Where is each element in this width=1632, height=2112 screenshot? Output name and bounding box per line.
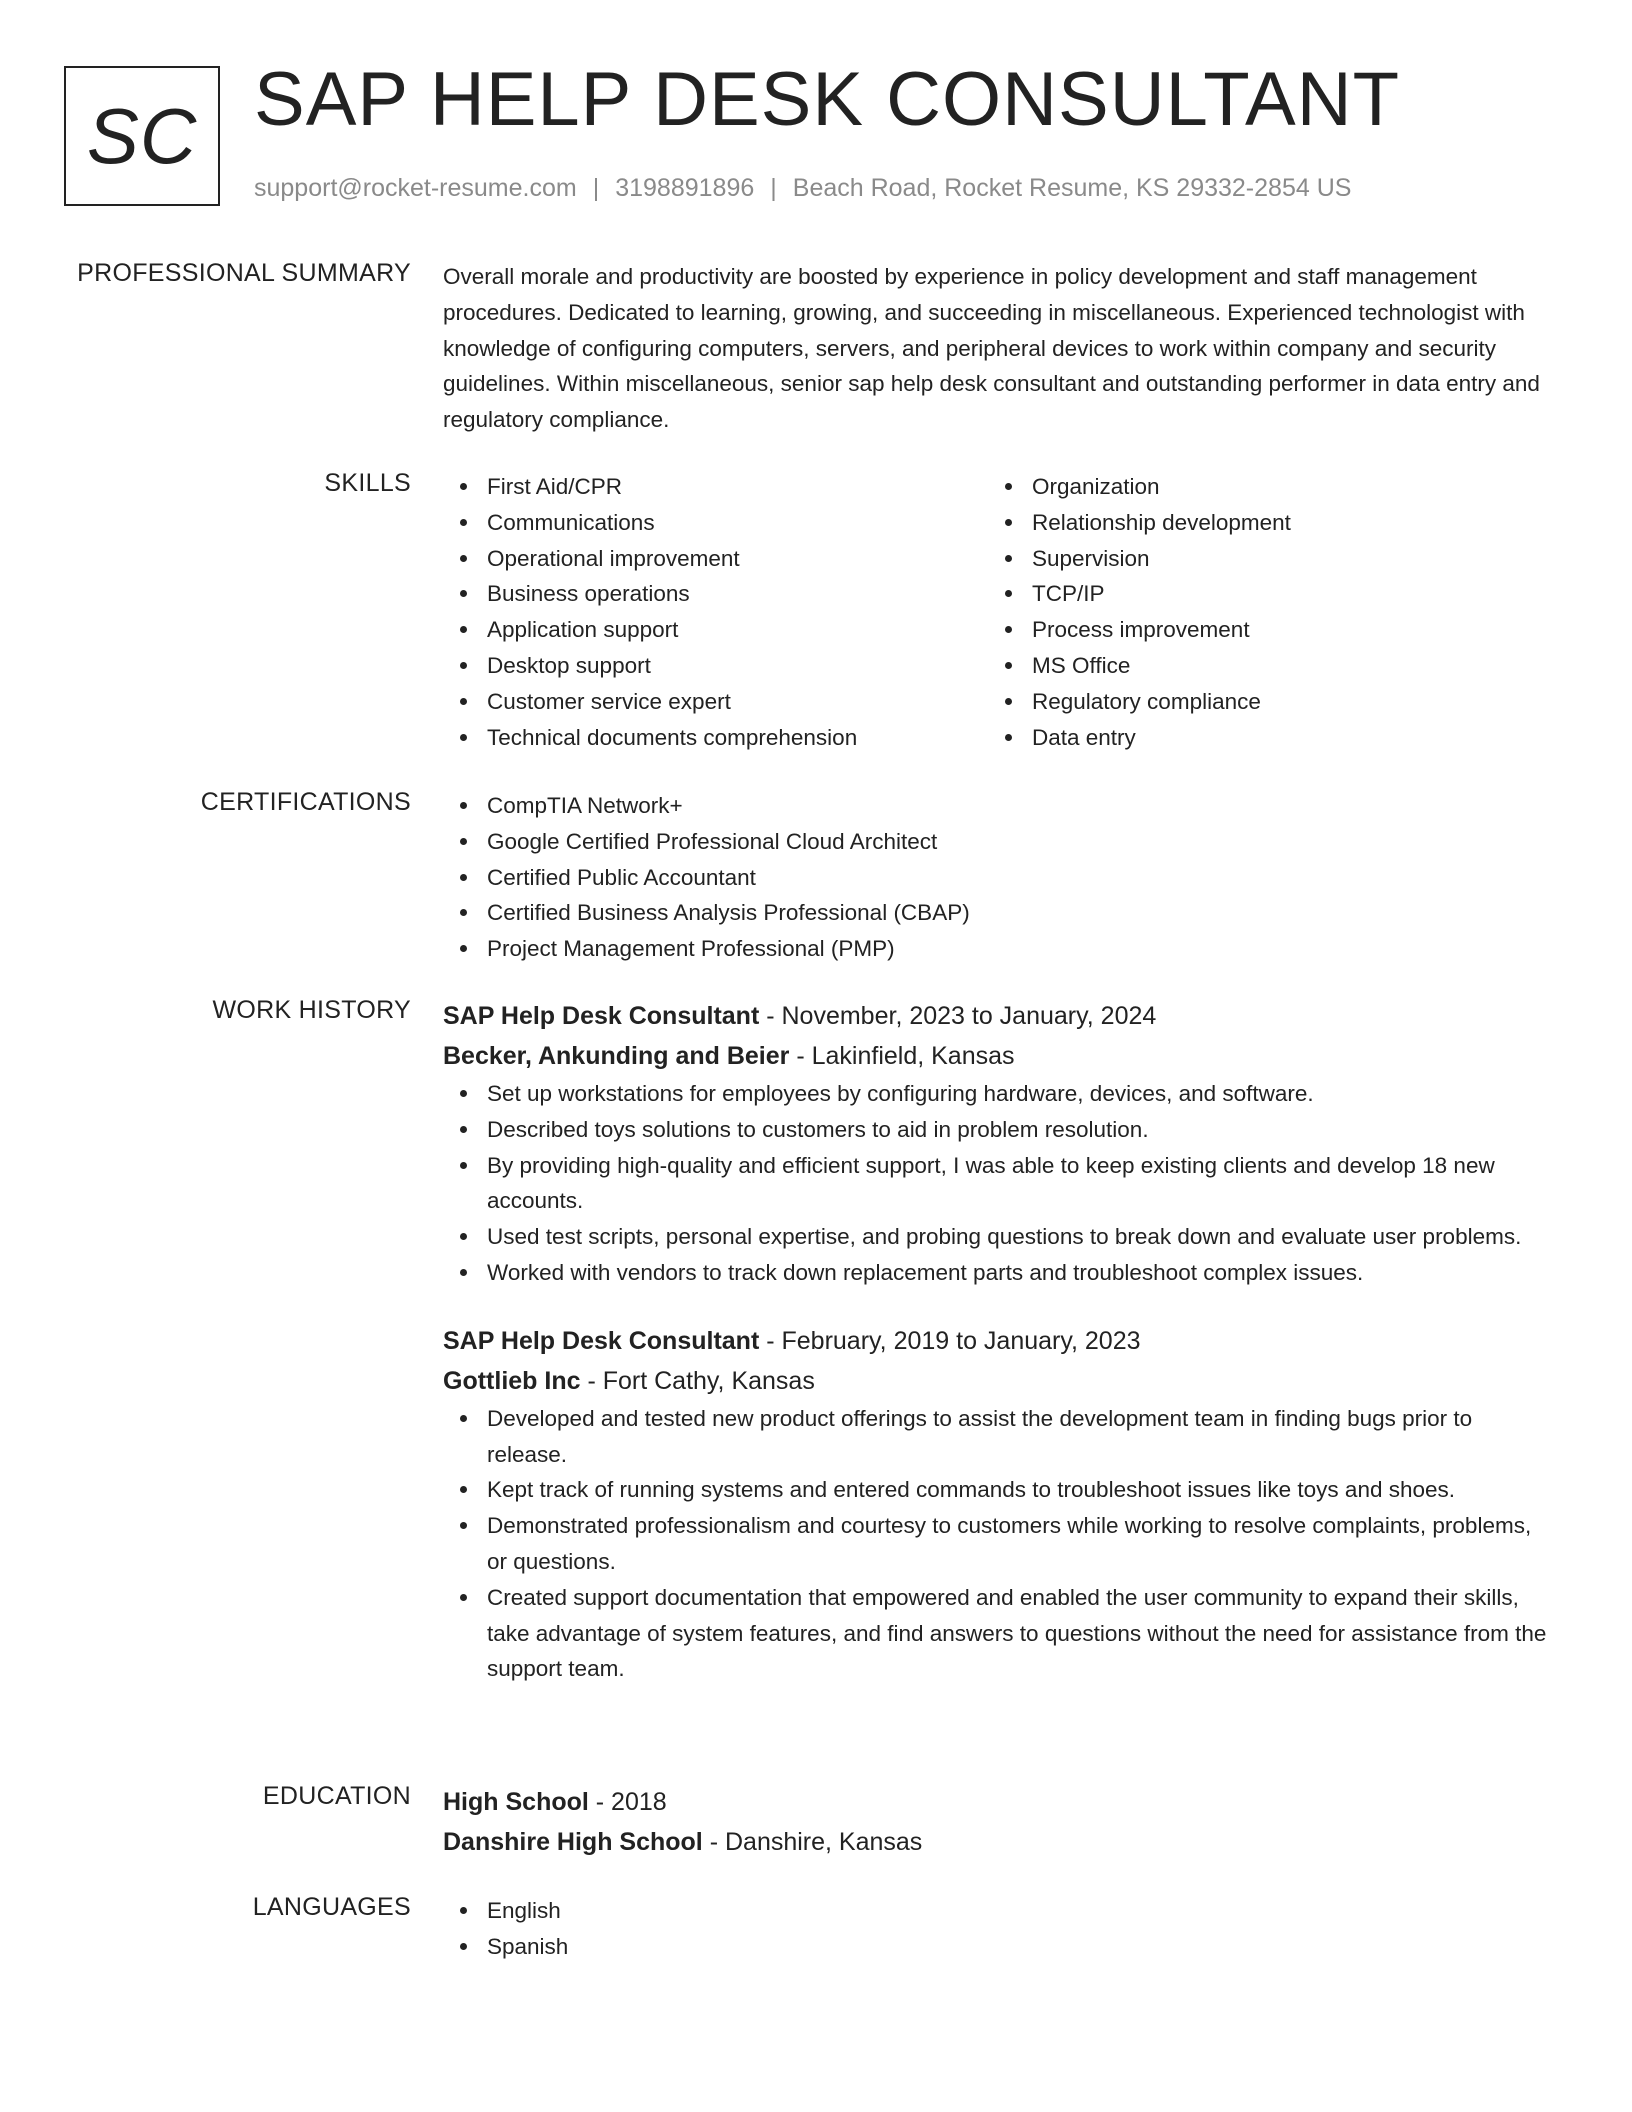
job-company-line	[443, 1036, 1553, 1076]
job-dates: - November, 2023 to January, 2024	[759, 1002, 1157, 1030]
skills-body	[443, 469, 1553, 755]
certification-item: Certified Public Accountant	[443, 860, 1553, 896]
job-duty: Developed and tested new product offerings to assist the development team in finding bugs prior to release.	[443, 1401, 1553, 1473]
skills-list-left	[443, 469, 988, 755]
job-duty: Worked with vendors to track down replacement parts and troubleshoot complex issues.	[443, 1255, 1553, 1291]
skill-item: First Aid/CPR	[443, 469, 988, 505]
certifications-list	[443, 788, 1553, 967]
job-duties-list	[443, 1076, 1553, 1291]
certification-item: CompTIA Network+	[443, 788, 1553, 824]
skill-item: TCP/IP	[988, 576, 1533, 612]
skill-item: Relationship development	[988, 505, 1533, 541]
contact-address: Beach Road, Rocket Resume, KS 29332-2854 US	[792, 174, 1352, 202]
section-heading: SKILLS	[324, 469, 411, 497]
monogram-initials: SC	[86, 91, 198, 180]
education-year: - 2018	[588, 1788, 667, 1816]
job-location: - Fort Cathy, Kansas	[580, 1366, 815, 1395]
job-duty: By providing high-quality and efficient support, I was able to keep existing clients and develop 18 new accounts.	[443, 1148, 1553, 1220]
summary-text: Overall morale and productivity are boosted by experience in policy development and staff management procedures. Dedicated to learning, growing, and succeeding in miscellaneous. Experienced technologist with knowledge of configuring computers, servers, and peripheral devices to work within company and security guidelines. Within miscellaneous, senior sap help desk consultant and outstanding performer in data entry and regulatory compliance.	[443, 264, 1540, 433]
language-item: English	[443, 1893, 1553, 1929]
certification-item: Google Certified Professional Cloud Architect	[443, 824, 1553, 860]
language-item: Spanish	[443, 1929, 1553, 1965]
section-heading: WORK HISTORY	[212, 996, 411, 1024]
education-degree: High School	[443, 1788, 589, 1816]
contact-separator: |	[770, 174, 777, 202]
job-duty: Demonstrated professionalism and courtesy to customers while working to resolve complaints, problems, or questions.	[443, 1508, 1553, 1580]
skill-item: Application support	[443, 612, 988, 648]
skill-item: Regulatory compliance	[988, 684, 1533, 720]
certification-item: Certified Business Analysis Professional (CBAP)	[443, 895, 1553, 931]
work-history-body	[443, 996, 1553, 1687]
education-location: - Danshire, Kansas	[702, 1828, 923, 1856]
job-entry	[443, 1321, 1553, 1687]
education-school: Danshire High School	[443, 1828, 703, 1856]
job-title-line	[443, 996, 1553, 1036]
skill-item: Customer service expert	[443, 684, 988, 720]
skill-item: Desktop support	[443, 648, 988, 684]
job-title: SAP Help Desk Consultant	[443, 1002, 760, 1030]
job-title: SAP Help Desk Consultant	[443, 1326, 760, 1355]
contact-separator: |	[592, 174, 600, 202]
certifications-body	[443, 788, 1553, 967]
resume-title: SAP HELP DESK CONSULTANT	[254, 57, 1401, 142]
skill-item: Communications	[443, 505, 988, 541]
section-heading: LANGUAGES	[252, 1893, 411, 1921]
section-heading: EDUCATION	[262, 1782, 411, 1810]
skill-item: Operational improvement	[443, 541, 988, 577]
section-heading: PROFESSIONAL SUMMARY	[77, 259, 411, 287]
job-company-line	[443, 1361, 1553, 1401]
skill-item: MS Office	[988, 648, 1533, 684]
job-duty: Kept track of running systems and entered commands to troubleshoot issues like toys and shoes.	[443, 1472, 1553, 1508]
job-entry	[443, 996, 1553, 1291]
education-degree-line	[443, 1782, 1553, 1822]
job-duty: Created support documentation that empowered and enabled the user community to expand their skills, take advantage of system features, and find answers to questions without the need for assistance from the support team.	[443, 1580, 1553, 1687]
skill-item: Process improvement	[988, 612, 1533, 648]
summary-body	[443, 259, 1553, 438]
job-company: Becker, Ankunding and Beier	[443, 1042, 790, 1070]
languages-body	[443, 1893, 1553, 1965]
job-duty: Set up workstations for employees by configuring hardware, devices, and software.	[443, 1076, 1553, 1112]
skill-item: Data entry	[988, 720, 1533, 756]
section-heading: CERTIFICATIONS	[200, 788, 411, 816]
education-school-line	[443, 1822, 1553, 1862]
contact-phone: 3198891896	[615, 174, 755, 202]
monogram-box	[64, 66, 220, 206]
job-location: - Lakinfield, Kansas	[789, 1042, 1015, 1070]
job-company: Gottlieb Inc	[443, 1366, 581, 1395]
skills-list-right	[988, 469, 1533, 755]
contact-email: support@rocket-resume.com	[254, 174, 577, 202]
contact-line	[254, 174, 1351, 203]
job-duties-list	[443, 1401, 1553, 1687]
job-duty: Described toys solutions to customers to aid in problem resolution.	[443, 1112, 1553, 1148]
certification-item: Project Management Professional (PMP)	[443, 931, 1553, 967]
job-duty: Used test scripts, personal expertise, and probing questions to break down and evaluate user problems.	[443, 1219, 1553, 1255]
skill-item: Technical documents comprehension	[443, 720, 988, 756]
skill-item: Organization	[988, 469, 1533, 505]
languages-list	[443, 1893, 1553, 1965]
skill-item: Business operations	[443, 576, 988, 612]
job-dates: - February, 2019 to January, 2023	[759, 1326, 1141, 1355]
job-title-line	[443, 1321, 1553, 1361]
education-body	[443, 1782, 1553, 1862]
skill-item: Supervision	[988, 541, 1533, 577]
